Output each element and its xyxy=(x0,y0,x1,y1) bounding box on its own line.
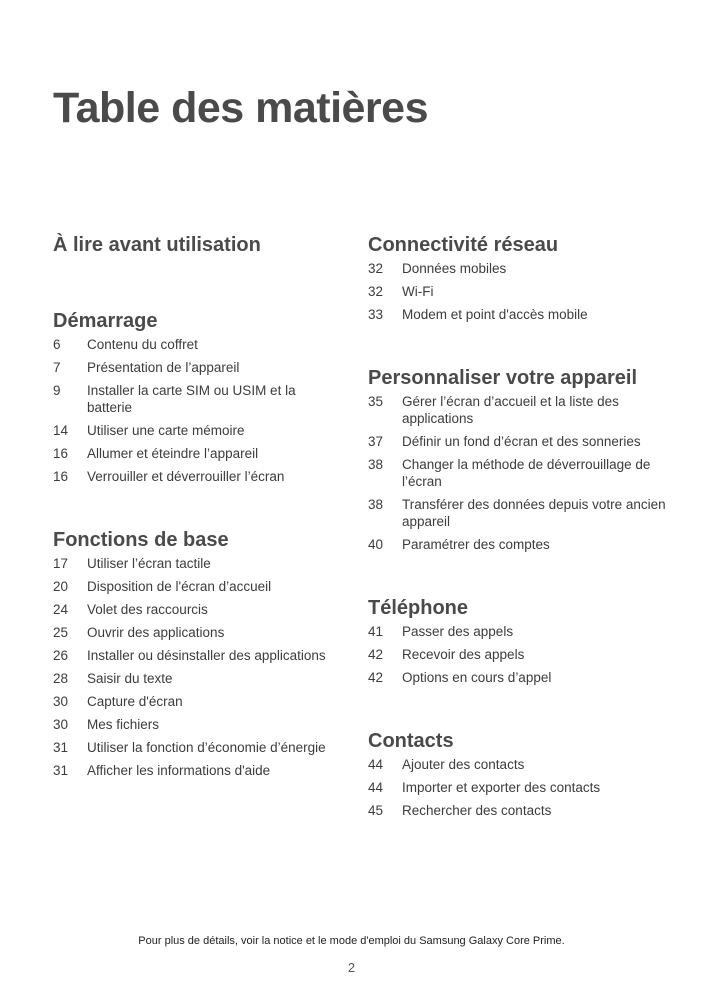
toc-section xyxy=(368,230,668,323)
toc-entry[interactable] xyxy=(368,456,668,490)
entry-text: Verrouiller et déverrouiller l’écran xyxy=(87,469,285,484)
entry-page: 26 xyxy=(53,648,69,663)
entry-list xyxy=(368,393,668,553)
section-heading: Contacts xyxy=(368,730,454,752)
toc-entry[interactable] xyxy=(53,647,343,664)
toc-section xyxy=(368,363,668,553)
entry-text: Afficher les informations d'aide xyxy=(87,763,271,778)
toc-right-column xyxy=(368,230,668,825)
entry-page: 6 xyxy=(53,337,61,352)
toc-entry[interactable] xyxy=(53,445,343,462)
toc-entry[interactable] xyxy=(53,336,343,353)
toc-entry[interactable] xyxy=(53,670,343,687)
entry-page: 25 xyxy=(53,625,69,640)
page-number: 2 xyxy=(347,960,356,975)
entry-page: 30 xyxy=(53,694,69,709)
entry-page: 42 xyxy=(368,647,384,662)
entry-text: Disposition de l'écran d’accueil xyxy=(87,579,272,594)
entry-page: 41 xyxy=(368,624,384,639)
entry-page: 7 xyxy=(53,360,61,375)
toc-section xyxy=(53,230,343,260)
entry-text: Changer la méthode de déverrouillage de l’écran xyxy=(402,457,651,489)
entry-text: Utiliser une carte mémoire xyxy=(87,423,245,438)
toc-entry[interactable] xyxy=(368,536,668,553)
page-title: Table des matières xyxy=(53,84,428,132)
toc-entry[interactable] xyxy=(368,779,668,796)
entry-page: 44 xyxy=(368,757,384,772)
entry-page: 28 xyxy=(53,671,69,686)
toc-entry[interactable] xyxy=(368,623,668,640)
entry-text: Capture d'écran xyxy=(87,694,183,709)
entry-page: 45 xyxy=(368,803,384,818)
entry-page: 31 xyxy=(53,740,69,755)
entry-page: 32 xyxy=(368,261,384,276)
entry-text: Présentation de l’appareil xyxy=(87,360,240,375)
toc-section xyxy=(368,726,668,819)
toc-entry[interactable] xyxy=(53,693,343,710)
entry-list xyxy=(53,555,343,779)
toc-entry[interactable] xyxy=(53,555,343,572)
entry-page: 24 xyxy=(53,602,69,617)
toc-entry[interactable] xyxy=(53,624,343,641)
entry-text: Données mobiles xyxy=(402,261,507,276)
entry-page: 16 xyxy=(53,469,69,484)
toc-entry[interactable] xyxy=(368,669,668,686)
entry-list xyxy=(53,336,343,485)
entry-page: 32 xyxy=(368,284,384,299)
toc-entry[interactable] xyxy=(368,756,668,773)
toc-entry[interactable] xyxy=(53,601,343,618)
entry-text: Ouvrir des applications xyxy=(87,625,225,640)
toc-entry[interactable] xyxy=(368,646,668,663)
entry-page: 38 xyxy=(368,497,384,512)
entry-text: Paramétrer des comptes xyxy=(402,537,550,552)
entry-page: 37 xyxy=(368,434,384,449)
section-heading: Fonctions de base xyxy=(53,529,229,551)
footer-note: Pour plus de détails, voir la notice et le mode d'emploi du Samsung Galaxy Core Prime. xyxy=(138,935,565,947)
entry-page: 33 xyxy=(368,307,384,322)
entry-text: Wi-Fi xyxy=(402,284,434,299)
entry-text: Ajouter des contacts xyxy=(402,757,525,772)
toc-entry[interactable] xyxy=(53,762,343,779)
entry-page: 42 xyxy=(368,670,384,685)
entry-page: 9 xyxy=(53,383,61,398)
entry-text: Importer et exporter des contacts xyxy=(402,780,601,795)
entry-text: Modem et point d'accès mobile xyxy=(402,307,588,322)
toc-entry[interactable] xyxy=(368,283,668,300)
toc-left-column xyxy=(53,230,343,785)
entry-text: Installer ou désinstaller des applications xyxy=(87,648,326,663)
entry-page: 17 xyxy=(53,556,69,571)
entry-text: Saisir du texte xyxy=(87,671,173,686)
toc-entry[interactable] xyxy=(368,260,668,277)
entry-text: Utiliser la fonction d’économie d’énergie xyxy=(87,740,326,755)
toc-entry[interactable] xyxy=(53,422,343,439)
entry-page: 38 xyxy=(368,457,384,472)
entry-page: 44 xyxy=(368,780,384,795)
section-heading: Connectivité réseau xyxy=(368,234,559,256)
entry-text: Utiliser l’écran tactile xyxy=(87,556,211,571)
entry-list xyxy=(368,260,668,323)
toc-entry[interactable] xyxy=(368,802,668,819)
entry-text: Passer des appels xyxy=(402,624,514,639)
entry-text: Volet des raccourcis xyxy=(87,602,208,617)
toc-entry[interactable] xyxy=(53,578,343,595)
entry-text: Contenu du coffret xyxy=(87,337,198,352)
toc-section xyxy=(53,525,343,779)
entry-page: 20 xyxy=(53,579,69,594)
entry-list xyxy=(368,623,668,686)
entry-text: Gérer l’écran d’accueil et la liste des applications xyxy=(402,394,619,426)
toc-entry[interactable] xyxy=(53,359,343,376)
entry-page: 31 xyxy=(53,763,69,778)
toc-section xyxy=(53,306,343,485)
section-heading: Démarrage xyxy=(53,310,158,332)
entry-text: Transférer des données depuis votre ancien appareil xyxy=(402,497,666,529)
entry-list xyxy=(368,756,668,819)
toc-entry[interactable] xyxy=(53,716,343,733)
entry-page: 40 xyxy=(368,537,384,552)
entry-page: 16 xyxy=(53,446,69,461)
toc-entry[interactable] xyxy=(368,393,668,427)
toc-entry[interactable] xyxy=(53,468,343,485)
entry-text: Allumer et éteindre l’appareil xyxy=(87,446,259,461)
toc-entry[interactable] xyxy=(368,496,668,530)
entry-text: Options en cours d’appel xyxy=(402,670,552,685)
section-heading: Téléphone xyxy=(368,597,469,619)
entry-text: Installer la carte SIM ou USIM et la batterie xyxy=(87,383,296,415)
section-heading: Personnaliser votre appareil xyxy=(368,367,638,389)
toc-section xyxy=(368,593,668,686)
toc-entry[interactable] xyxy=(53,739,343,756)
section-heading: À lire avant utilisation xyxy=(53,234,261,256)
toc-entry[interactable] xyxy=(368,433,668,450)
entry-page: 35 xyxy=(368,394,384,409)
entry-page: 30 xyxy=(53,717,69,732)
entry-text: Recevoir des appels xyxy=(402,647,525,662)
entry-text: Rechercher des contacts xyxy=(402,803,552,818)
entry-text: Définir un fond d’écran et des sonneries xyxy=(402,434,641,449)
entry-page: 14 xyxy=(53,423,69,438)
entry-text: Mes fichiers xyxy=(87,717,160,732)
toc-entry[interactable] xyxy=(53,382,343,416)
toc-entry[interactable] xyxy=(368,306,668,323)
